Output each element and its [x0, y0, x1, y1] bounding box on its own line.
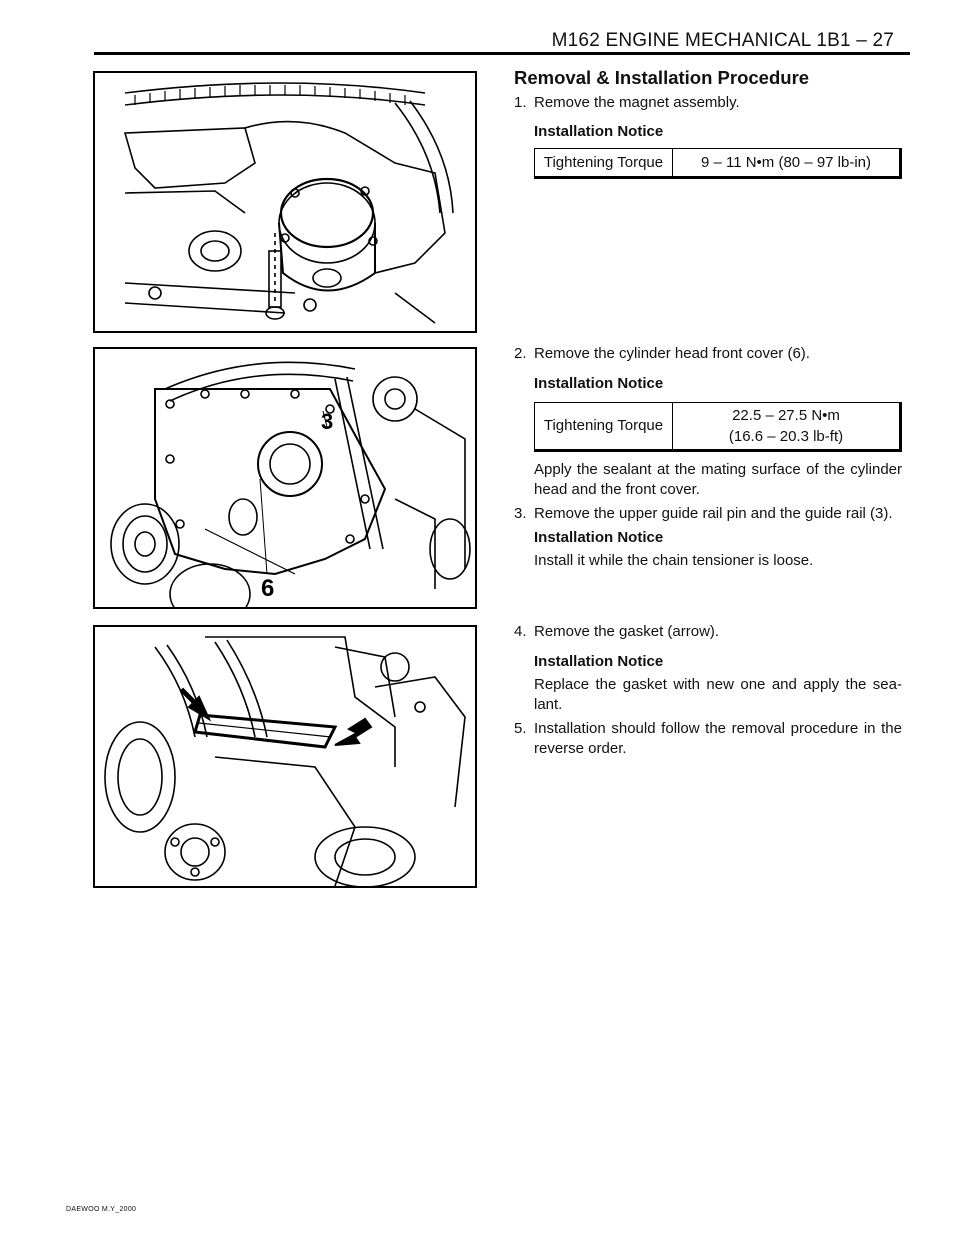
torque-label: Tightening Torque [535, 149, 673, 178]
arrow-icon-right [335, 719, 371, 745]
step-text: Remove the magnet assembly. [534, 94, 740, 111]
header-rule [94, 52, 910, 55]
procedure-column-3 [514, 622, 902, 759]
step-text: Installation should follow the removal procedure in the reverse order. [534, 720, 902, 757]
torque-value: 9 – 11 N•m (80 – 97 lb-in) [673, 149, 901, 178]
step-text: Remove the gasket (arrow). [534, 623, 720, 640]
step-3-note: Install it while the chain tensioner is loose. [534, 552, 814, 569]
step-text: Remove the upper guide rail pin and the guide rail (3). [534, 505, 893, 522]
step-4 [514, 622, 902, 642]
step-1 [514, 93, 902, 113]
procedure-column-2 [514, 344, 902, 571]
procedure-column [514, 67, 902, 179]
step-2 [514, 344, 902, 364]
installation-notice-label: Installation Notice [534, 653, 664, 670]
step-number: 1. [514, 94, 527, 111]
cylinder-head-front-cover-illustration [95, 349, 475, 607]
step-number: 5. [514, 720, 527, 737]
section-title: Removal & Installation Procedure [514, 67, 810, 88]
torque-table-1 [534, 148, 902, 179]
torque-value [673, 403, 901, 451]
step-3 [514, 504, 902, 524]
step-5 [514, 719, 902, 759]
installation-notice-label: Installation Notice [534, 529, 664, 546]
footer-code: DAEWOO M.Y_2000 [66, 1206, 137, 1213]
step-4-note: Replace the gasket with new one and apply the sea-lant. [534, 676, 902, 713]
step-number: 3. [514, 505, 527, 522]
torque-table-2 [534, 402, 902, 452]
callout-6: 6 [261, 575, 275, 602]
installation-notice-label: Installation Notice [534, 375, 664, 392]
torque-label: Tightening Torque [535, 403, 673, 451]
torque-value-line1: 22.5 – 27.5 N•m [732, 407, 840, 424]
step-text: Remove the cylinder head front cover (6). [534, 345, 810, 362]
figure-magnet-assembly [93, 71, 477, 333]
torque-value-line2: (16.6 – 20.3 lb-ft) [728, 428, 844, 445]
figure-gasket [93, 625, 477, 888]
page-header-title: M162 ENGINE MECHANICAL 1B1 – 27 [551, 30, 894, 51]
step-number: 2. [514, 345, 527, 362]
figure-cylinder-head-front-cover [93, 347, 477, 609]
callout-3: 3 [321, 409, 334, 434]
installation-notice-label: Installation Notice [534, 123, 664, 140]
step-2-note: Apply the sealant at the mating surface of the cylinder head and the front cover. [534, 461, 902, 498]
magnet-assembly-illustration [95, 73, 475, 331]
step-number: 4. [514, 623, 527, 640]
gasket-illustration [95, 627, 475, 886]
